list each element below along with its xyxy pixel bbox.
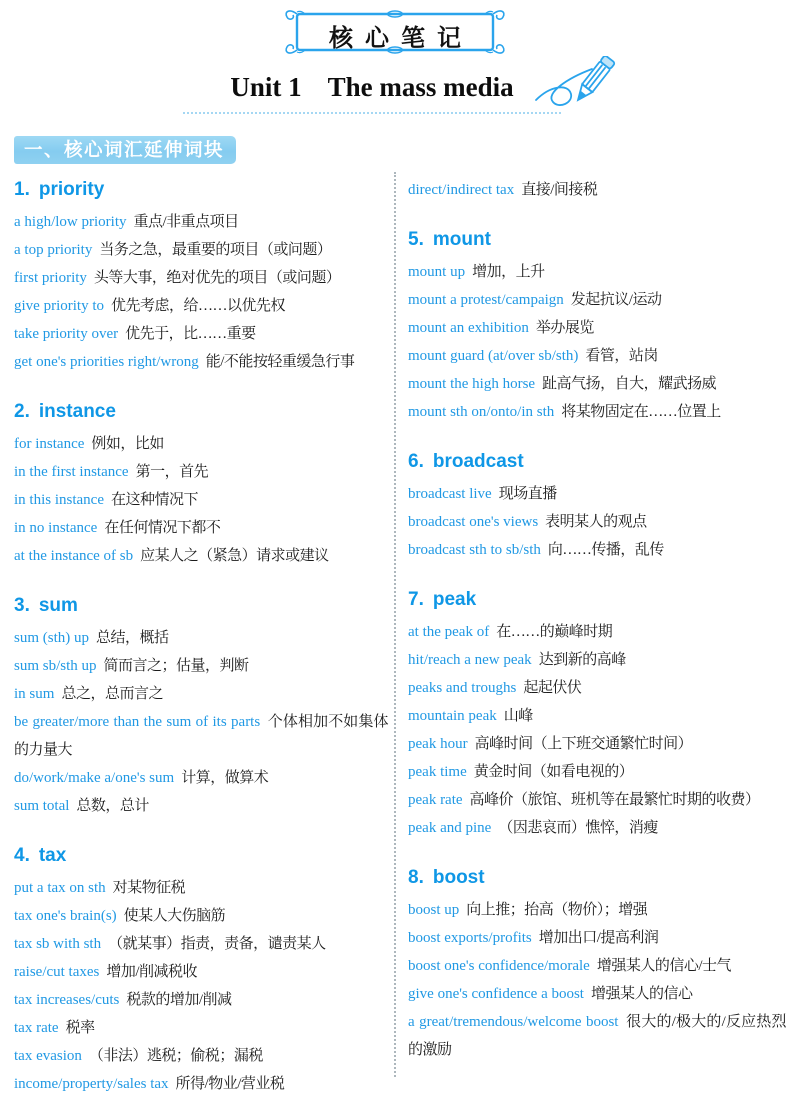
vocab-section [408, 864, 786, 1064]
section-word: instance [38, 401, 116, 422]
entry-english-phrase: peak time [408, 764, 467, 780]
vocab-section [408, 448, 786, 564]
section-number: 3. [14, 595, 30, 616]
section-word: priority [38, 179, 105, 200]
entry-english-phrase: for instance [14, 436, 85, 452]
entry-chinese-meaning: 在……的巅峰时期 [496, 624, 613, 640]
section-number: 4. [14, 845, 30, 866]
entry-chinese-meaning: 黄金时间（如看电视的） [473, 764, 634, 780]
entry-chinese-meaning: 直接/间接税 [521, 182, 598, 198]
vocab-entry [14, 542, 388, 570]
vocab-section [14, 842, 388, 1097]
vocab-section [408, 226, 786, 426]
entry-chinese-meaning: 税率 [65, 1020, 95, 1036]
entry-english-phrase: in the first instance [14, 464, 129, 480]
vocab-section [408, 586, 786, 842]
vocab-entry [14, 236, 388, 264]
entry-chinese-meaning: 所得/物业/营业税 [175, 1076, 285, 1092]
entry-english-phrase: raise/cut taxes [14, 964, 100, 980]
section-heading [408, 448, 786, 476]
section-word: peak [432, 589, 477, 610]
vocab-entry [408, 952, 786, 980]
entry-english-phrase: broadcast sth to sb/sth [408, 542, 541, 558]
entry-chinese-meaning: 重点/非重点项目 [133, 214, 239, 230]
entry-english-phrase: boost exports/profits [408, 930, 532, 946]
entry-english-phrase: at the peak of [408, 624, 490, 640]
entry-english-phrase: a great/tremendous/welcome boost [408, 1014, 619, 1030]
vocab-entry [14, 680, 388, 708]
entry-chinese-meaning: 优先于，比……重要 [125, 326, 256, 342]
vocab-entry [14, 624, 388, 652]
section-number: 5. [408, 229, 424, 250]
entry-english-phrase: sum total [14, 798, 70, 814]
vocab-entry [14, 458, 388, 486]
entry-chinese-meaning: 增加出口/提高利润 [538, 930, 659, 946]
section-heading [14, 398, 388, 426]
entry-chinese-meaning: 总之，总而言之 [61, 686, 163, 702]
entry-chinese-meaning: 高峰时间（上下班交通繁忙时间） [474, 736, 693, 752]
entry-chinese-meaning: 简而言之；估量，判断 [103, 658, 249, 674]
vocab-entry [408, 896, 786, 924]
entry-chinese-meaning: 增加/削减税收 [106, 964, 198, 980]
entry-english-phrase: mount a protest/campaign [408, 292, 564, 308]
entry-english-phrase: hit/reach a new peak [408, 652, 532, 668]
vocab-section [14, 592, 388, 820]
vocab-entry [14, 986, 388, 1014]
entry-chinese-meaning: 当务之急，最重要的项目（或问题） [99, 242, 332, 258]
section-heading [14, 176, 388, 204]
entry-english-phrase: broadcast live [408, 486, 492, 502]
vocab-section [14, 398, 388, 570]
entry-english-phrase: income/property/sales tax [14, 1076, 169, 1092]
section-word: broadcast [432, 451, 524, 472]
entry-english-phrase: peak rate [408, 792, 463, 808]
entry-chinese-meaning: 应某人之（紧急）请求或建议 [140, 548, 329, 564]
unit-name: The mass media [327, 72, 514, 102]
entry-english-phrase: tax sb with sth [14, 936, 102, 952]
entry-english-phrase: give priority to [14, 298, 104, 314]
vocab-section [408, 176, 786, 204]
section-word: tax [38, 845, 67, 866]
entry-chinese-meaning: 例如，比如 [91, 436, 164, 452]
section-word: boost [432, 867, 485, 888]
vocab-entry [14, 1042, 388, 1070]
vocab-entry [408, 480, 786, 508]
core-notes-title: 核心笔记 [329, 25, 473, 52]
vocab-entry [14, 708, 388, 764]
vocab-entry [14, 486, 388, 514]
entry-english-phrase: peak hour [408, 736, 468, 752]
entry-english-phrase: do/work/make a/one's sum [14, 770, 175, 786]
column-divider [394, 172, 396, 1077]
vocab-entry [408, 758, 786, 786]
vocab-entry [14, 874, 388, 902]
section-word: sum [38, 595, 78, 616]
title-underline [183, 112, 561, 114]
entry-english-phrase: a high/low priority [14, 214, 127, 230]
entry-chinese-meaning: （非法）逃税；偷税；漏税 [88, 1048, 263, 1064]
vocab-section [14, 176, 388, 376]
entry-chinese-meaning: 优先考虑，给……以优先权 [111, 298, 286, 314]
section-heading [14, 592, 388, 620]
vocab-entry [408, 370, 786, 398]
entry-chinese-meaning: （就某事）指责，责备，谴责某人 [108, 936, 326, 952]
entry-chinese-meaning: 现场直播 [498, 486, 557, 502]
entry-english-phrase: mount guard (at/over sb/sth) [408, 348, 579, 364]
entry-english-phrase: a top priority [14, 242, 93, 258]
entry-chinese-meaning: 税款的增加/削减 [126, 992, 232, 1008]
unit-title [0, 72, 744, 103]
vocab-entry [408, 508, 786, 536]
entry-chinese-meaning: 举办展览 [535, 320, 594, 336]
entry-english-phrase: boost one's confidence/morale [408, 958, 590, 974]
vocab-entry [408, 814, 786, 842]
entry-chinese-meaning: 总结，概括 [96, 630, 169, 646]
vocab-entry [408, 536, 786, 564]
vocab-entry [14, 348, 388, 376]
vocab-entry [408, 398, 786, 426]
vocab-entry [408, 786, 786, 814]
vocab-entry [14, 958, 388, 986]
vocab-entry [408, 674, 786, 702]
entry-chinese-meaning: 表明某人的观点 [545, 514, 647, 530]
entry-english-phrase: tax evasion [14, 1048, 82, 1064]
left-column [14, 176, 388, 1097]
entry-chinese-meaning: 很大的/极大的/反应热烈的激励 [408, 1014, 786, 1058]
entry-chinese-meaning: 个体相加不如集体的力量大 [14, 714, 388, 758]
section-heading [408, 864, 786, 892]
section-number: 2. [14, 401, 30, 422]
vocab-entry [408, 342, 786, 370]
section-number: 7. [408, 589, 424, 610]
vocab-entry [408, 702, 786, 730]
entry-english-phrase: mount an exhibition [408, 320, 529, 336]
entry-english-phrase: tax increases/cuts [14, 992, 120, 1008]
vocab-entry [14, 652, 388, 680]
right-column [408, 176, 786, 1064]
entry-chinese-meaning: 趾高气扬，自大，耀武扬威 [542, 376, 717, 392]
section-number: 8. [408, 867, 424, 888]
section-heading [408, 586, 786, 614]
entry-chinese-meaning: 增加，上升 [472, 264, 545, 280]
pencil-icon [534, 56, 626, 118]
vocab-entry [14, 902, 388, 930]
core-notes-badge [283, 5, 507, 59]
entry-chinese-meaning: 头等大事，绝对优先的项目（或问题） [93, 270, 341, 286]
entry-chinese-meaning: 第一，首先 [135, 464, 209, 480]
entry-english-phrase: boost up [408, 902, 460, 918]
entry-chinese-meaning: 增强某人的信心/士气 [596, 958, 731, 974]
vocab-entry [14, 320, 388, 348]
entry-chinese-meaning: 总数，总计 [76, 798, 149, 814]
entry-english-phrase: mountain peak [408, 708, 497, 724]
vocab-entry [408, 1008, 786, 1064]
vocab-entry [14, 1014, 388, 1042]
entry-english-phrase: give one's confidence a boost [408, 986, 584, 1002]
section-word: mount [432, 229, 491, 250]
entry-chinese-meaning: （因悲哀而）憔悴，消瘦 [498, 820, 658, 836]
entry-english-phrase: in this instance [14, 492, 104, 508]
vocab-entry [14, 292, 388, 320]
vocab-entry [14, 430, 388, 458]
entry-english-phrase: direct/indirect tax [408, 182, 515, 198]
entry-english-phrase: broadcast one's views [408, 514, 539, 530]
vocab-entry [408, 176, 786, 204]
entry-chinese-meaning: 高峰价（旅馆、班机等在最繁忙时期的收费） [469, 792, 760, 808]
section-number: 1. [14, 179, 30, 200]
entry-english-phrase: sum (sth) up [14, 630, 89, 646]
entry-chinese-meaning: 使某人大伤脑筋 [123, 908, 226, 924]
vocab-entry [14, 208, 388, 236]
entry-chinese-meaning: 将某物固定在……位置上 [561, 404, 721, 420]
section-heading [14, 842, 388, 870]
section-heading [408, 226, 786, 254]
entry-english-phrase: peak and pine [408, 820, 492, 836]
entry-english-phrase: mount the high horse [408, 376, 536, 392]
entry-chinese-meaning: 在任何情况下都不 [104, 520, 221, 536]
entry-english-phrase: peaks and troughs [408, 680, 517, 696]
entry-chinese-meaning: 起起伏伏 [523, 680, 582, 696]
entry-chinese-meaning: 计算，做算术 [181, 770, 269, 786]
entry-english-phrase: put a tax on sth [14, 880, 106, 896]
entry-chinese-meaning: 对某物征税 [112, 880, 186, 896]
vocab-entry [408, 314, 786, 342]
vocab-entry [14, 514, 388, 542]
entry-chinese-meaning: 看管，站岗 [585, 348, 658, 364]
entry-english-phrase: tax rate [14, 1020, 59, 1036]
entry-english-phrase: first priority [14, 270, 87, 286]
unit-number: Unit 1 [230, 72, 302, 102]
entry-chinese-meaning: 在这种情况下 [111, 492, 199, 508]
entry-chinese-meaning: 达到新的高峰 [538, 652, 626, 668]
entry-chinese-meaning: 向上推；抬高（物价）；增强 [466, 902, 648, 918]
entry-english-phrase: in no instance [14, 520, 98, 536]
entry-chinese-meaning: 发起抗议/运动 [570, 292, 662, 308]
vocab-entry [14, 764, 388, 792]
vocab-entry [14, 1070, 388, 1097]
entry-english-phrase: mount up [408, 264, 466, 280]
entry-chinese-meaning: 能/不能按轻重缓急行事 [205, 354, 355, 370]
vocab-entry [408, 980, 786, 1008]
entry-english-phrase: be greater/more than the sum of its parts [14, 714, 261, 730]
entry-english-phrase: in sum [14, 686, 55, 702]
vocab-entry [14, 792, 388, 820]
vocab-entry [408, 618, 786, 646]
vocab-entry [14, 930, 388, 958]
entry-chinese-meaning: 向……传播，乱传 [547, 542, 664, 558]
section-banner: 一、核心词汇延伸词块 [14, 136, 236, 164]
vocab-entry [408, 924, 786, 952]
entry-english-phrase: sum sb/sth up [14, 658, 97, 674]
entry-chinese-meaning: 山峰 [503, 708, 533, 724]
entry-chinese-meaning: 增强某人的信心 [590, 986, 693, 1002]
vocab-entry [14, 264, 388, 292]
vocab-entry [408, 286, 786, 314]
entry-english-phrase: at the instance of sb [14, 548, 134, 564]
section-number: 6. [408, 451, 424, 472]
entry-english-phrase: tax one's brain(s) [14, 908, 117, 924]
entry-english-phrase: mount sth on/onto/in sth [408, 404, 555, 420]
vocab-entry [408, 258, 786, 286]
entry-english-phrase: get one's priorities right/wrong [14, 354, 199, 370]
vocab-entry [408, 646, 786, 674]
entry-english-phrase: take priority over [14, 326, 119, 342]
vocab-entry [408, 730, 786, 758]
